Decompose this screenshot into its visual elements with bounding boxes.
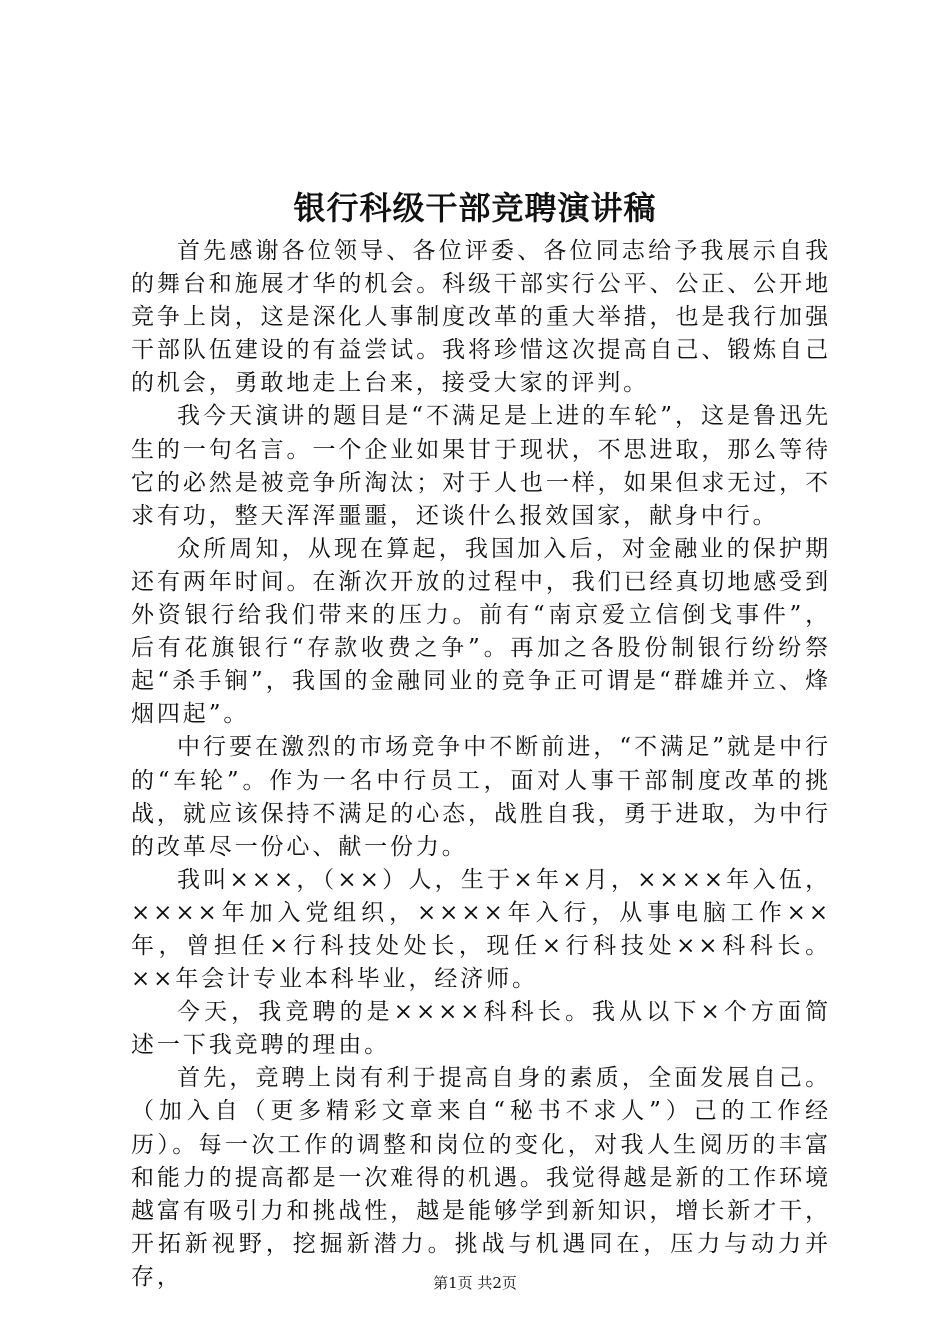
paragraph-2: 我今天演讲的题目是“不满足是上进的车轮”，这是鲁迅先生的一句名言。一个企业如果甘于现状，不思进取，那么等待它的必然是被竞争所淘汰；对于人也一样，如果但求无过，不求有功，整天浑浑噩噩，还谈什么报效国家，献身中行。 <box>131 403 831 529</box>
paragraph-7: 首先，竞聘上岗有利于提高自身的素质，全面发展自己。（加入自（更多精彩文章来自“秘书不求人”）己的工作经历）。每一次工作的调整和岗位的变化，对我人生阅历的丰富和能力的提高都是一次难得的机遇。我觉得越是新的工作环境越富有吸引力和挑战性，越是能够学到新知识，增长新才干，开拓新视野，挖掘新潜力。挑战与机遇同在，压力与动力并存， <box>131 1065 831 1290</box>
document-body <box>131 235 831 1294</box>
paragraph-1: 首先感谢各位领导、各位评委、各位同志给予我展示自我的舞台和施展才华的机会。科级干部实行公平、公正、公开地竞争上岗，这是深化人事制度改革的重大举措，也是我行加强干部队伍建设的有益尝试。我将珍惜这次提高自己、锻炼自己的机会，勇敢地走上台来，接受大家的评判。 <box>131 238 831 397</box>
document-title: 银行科级干部竞聘演讲稿 <box>293 189 657 227</box>
paragraph-5: 我叫×××，（××）人，生于×年×月，××××年入伍，××××年加入党组织，××××年入行，从事电脑工作××年，曾担任×行科技处处长，现任×行科技处××科科长。××年会计专业本科毕业，经济师。 <box>131 866 831 993</box>
paragraph-6: 今天，我竞聘的是××××科科长。我从以下×个方面简述一下我竞聘的理由。 <box>131 999 831 1059</box>
paragraph-3: 众所周知，从现在算起，我国加入后，对金融业的保护期还有两年时间。在渐次开放的过程中，我们已经真切地感受到外资银行给我们带来的压力。前有“南京爱立信倒戈事件”，后有花旗银行“存款收费之争”。再加之各股份制银行纷纷祭起“杀手锏”，我国的金融同业的竞争正可谓是“群雄并立、烽烟四起”。 <box>131 535 831 728</box>
page-footer: 第1页 共2页 <box>433 1274 517 1292</box>
paragraph-4: 中行要在激烈的市场竞争中不断前进，“不满足”就是中行的“车轮”。作为一名中行员工，面对人事干部制度改革的挑战，就应该保持不满足的心态，战胜自我，勇于进取，为中行的改革尽一份心、献一份力。 <box>131 734 831 860</box>
